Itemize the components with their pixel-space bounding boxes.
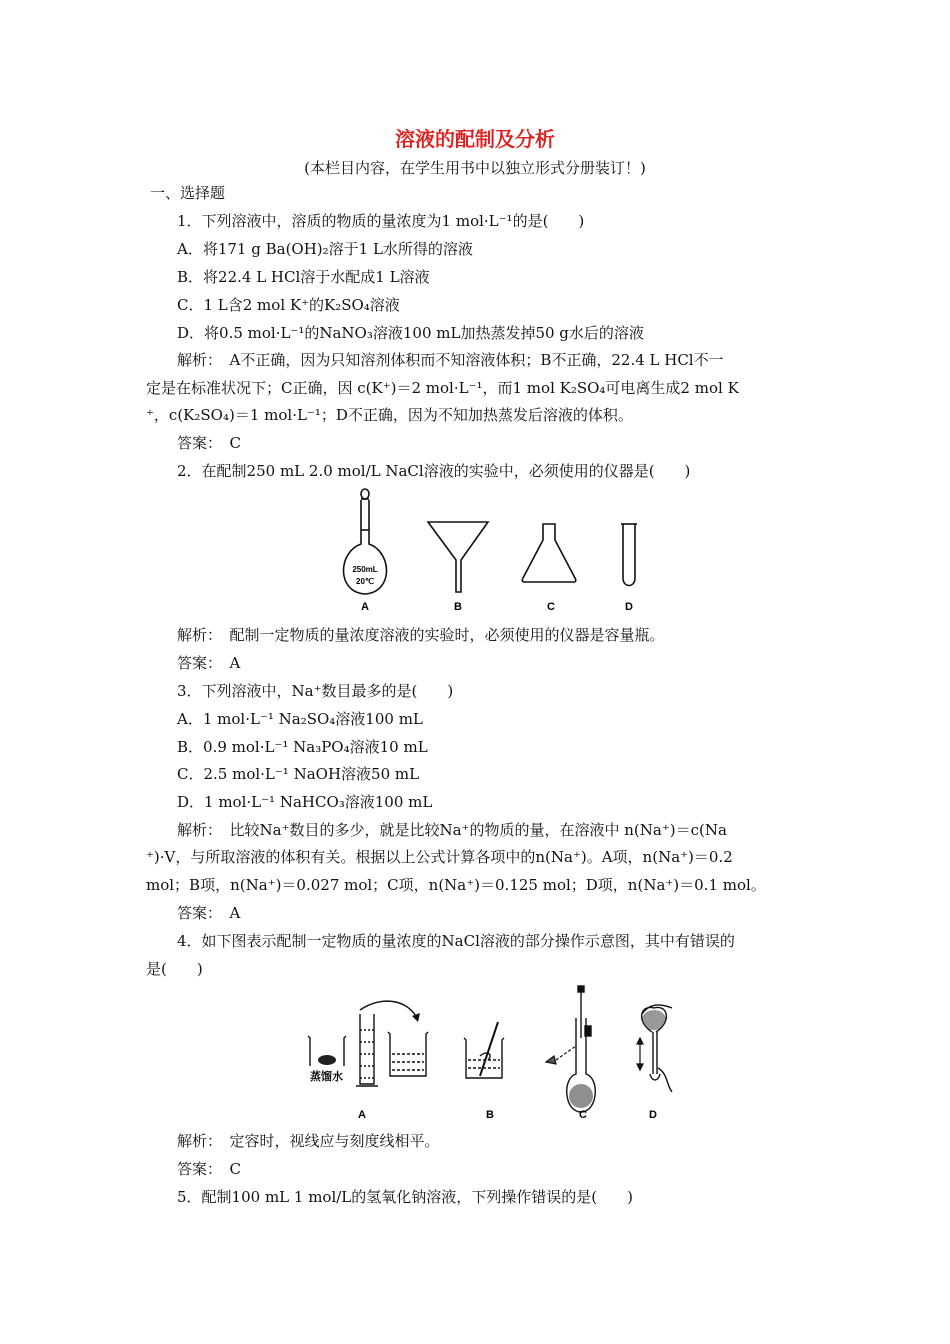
q4-stem-line2: 是( ) (146, 960, 203, 978)
q4-analysis: 解析： 定容时，视线应与刻度线相平。 (177, 1132, 440, 1150)
q4-operations-figure (300, 982, 700, 1122)
q1-option-d: D．将0.5 mol·L⁻¹的NaNO₃溶液100 mL加热蒸发掉50 g水后的溶液 (177, 324, 644, 342)
eye-icon (546, 1046, 576, 1064)
q4-stem-line1: 4．如下图表示配制一定物质的量浓度的NaCl溶液的部分操作示意图，其中有错误的 (177, 932, 735, 950)
solid-solute-icon (318, 1055, 336, 1065)
q2-stem: 2．在配制250 mL 2.0 mol/L NaCl溶液的实验中，必须使用的仪器是( ) (177, 462, 691, 480)
q2-label-d: D (625, 601, 633, 613)
q2-label-b: B (454, 601, 462, 613)
q2-analysis: 解析： 配制一定物质的量浓度溶液的实验时，必须使用的仪器是容量瓶。 (177, 626, 665, 644)
q4-label-a: A (358, 1109, 366, 1121)
q3-analysis-line3: mol；B项，n(Na⁺)＝0.027 mol；C项，n(Na⁺)＝0.125 mol；D项，n(Na⁺)＝0.1 mol。 (146, 876, 766, 894)
receiving-beaker-icon (388, 1032, 428, 1076)
q3-option-a: A．1 mol·L⁻¹ Na₂SO₄溶液100 mL (177, 710, 423, 728)
q1-analysis-line2: 定是在标准状况下；C正确，因 c(K⁺)＝2 mol·L⁻¹，而1 mol K₂SO₄可电离生成2 mol K (146, 379, 739, 397)
q3-answer: 答案： A (177, 904, 241, 922)
stirring-beaker-icon (464, 1038, 504, 1078)
q1-analysis-line1: 解析： A不正确，因为只知溶剂体积而不知溶液体积；B不正确，22.4 L HCl不一 (177, 351, 724, 369)
pouring-arrow-icon (360, 1001, 418, 1020)
q4-label-c: C (579, 1109, 587, 1121)
q4-label-b: B (486, 1109, 494, 1121)
distilled-water-label: 蒸馏水 (310, 1070, 343, 1083)
q2-label-c: C (547, 601, 555, 613)
q3-analysis-line1: 解析： 比较Na⁺数目的多少，就是比较Na⁺的物质的量，在溶液中 n(Na⁺)＝c(Na (177, 821, 727, 839)
q3-analysis-line2: ⁺)·V，与所取溶液的体积有关。根据以上公式计算各项中的n(Na⁺)。A项，n(Na⁺)＝0.2 (146, 848, 733, 866)
q1-answer: 答案： C (177, 434, 241, 452)
q1-option-c: C．1 L含2 mol K⁺的K₂SO₄溶液 (177, 296, 400, 314)
q3-stem: 3．下列溶液中，Na⁺数目最多的是( ) (177, 682, 454, 700)
q1-analysis-line3: ⁺，c(K₂SO₄)＝1 mol·L⁻¹；D不正确，因为不知加热蒸发后溶液的体积。 (146, 406, 633, 424)
section-heading: 一、选择题 (150, 184, 226, 202)
q4-answer: 答案： C (177, 1160, 241, 1178)
graduated-cylinder-icon (356, 1014, 378, 1086)
conical-flask-icon (522, 524, 576, 582)
page-title: 溶液的配制及分析 (395, 127, 555, 151)
page-subtitle: (本栏目内容，在学生用书中以独立形式分册装订！) (304, 159, 646, 177)
shake-arrows-icon (637, 1038, 643, 1070)
q4-label-d: D (649, 1109, 657, 1121)
q1-option-a: A．将171 g Ba(OH)₂溶于1 L水所得的溶液 (177, 240, 473, 258)
flask-capacity-label: 250mL (352, 565, 378, 574)
flask-temperature-label: 20℃ (356, 577, 374, 586)
q2-label-a: A (361, 601, 369, 613)
q3-option-d: D．1 mol·L⁻¹ NaHCO₃溶液100 mL (177, 793, 433, 811)
q2-instruments-figure (330, 484, 660, 620)
test-tube-icon (621, 524, 637, 586)
q1-option-b: B．将22.4 L HCl溶于水配成1 L溶液 (177, 268, 430, 286)
q2-answer: 答案： A (177, 654, 241, 672)
q3-option-c: C．2.5 mol·L⁻¹ NaOH溶液50 mL (177, 765, 420, 783)
dropper-icon (578, 986, 584, 1038)
funnel-icon (428, 522, 488, 592)
q3-option-b: B．0.9 mol·L⁻¹ Na₃PO₄溶液10 mL (177, 738, 428, 756)
q5-stem: 5．配制100 mL 1 mol/L的氢氧化钠溶液，下列操作错误的是( ) (177, 1188, 633, 1206)
q1-stem: 1．下列溶液中，溶质的物质的量浓度为1 mol·L⁻¹的是( ) (177, 212, 585, 230)
